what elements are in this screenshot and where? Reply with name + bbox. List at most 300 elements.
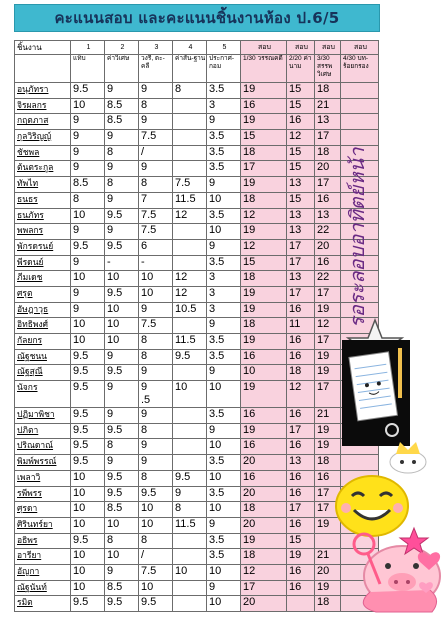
student-name: ณัฐชนน [15,349,71,365]
score-cell: 10 [139,580,173,596]
table-row [15,517,379,533]
subheader-blank [15,55,71,83]
score-cell: 9.5 [71,239,105,255]
score-cell: 9.5 [71,596,105,612]
score-cell: 9 [105,130,139,146]
score-cell: 10 [139,271,173,287]
student-name: กัลยกร [15,334,71,350]
score-cell: 18 [241,271,287,287]
crown-emoji-icon [388,440,428,474]
score-cell: 19 [241,533,287,549]
score-cell: 18 [315,145,341,161]
score-cell [173,580,207,596]
score-cell: 16 [287,114,315,130]
score-cell: 18 [315,596,341,612]
score-cell: 17 [287,239,315,255]
score-cell: 13 [287,271,315,287]
score-cell: 17 [315,130,341,146]
score-cell: 18 [241,318,287,334]
table-row [15,239,379,255]
score-cell: 9.5 [71,365,105,381]
score-cell: 10 [207,192,241,208]
score-cell: 15 [287,83,315,99]
student-name: อารียา [15,549,71,565]
score-cell: 9 [71,302,105,318]
score-cell: 10 [173,564,207,580]
score-cell: 19 [315,517,341,533]
score-cell: 17 [287,286,315,302]
column-number: สอบ [341,41,379,55]
score-cell [287,596,315,612]
score-cell: 16 [287,486,315,502]
score-cell: 3.5 [207,334,241,350]
score-cell: 9.5 [105,486,139,502]
score-cell: 9 [71,114,105,130]
score-cell: 10 [207,596,241,612]
score-cell: 12 [173,208,207,224]
score-cell: 9 [105,224,139,240]
score-cell: 19 [241,302,287,318]
student-name: ทัพไท [15,177,71,193]
score-cell: 9 [139,455,173,471]
score-cell: 9.5 [105,596,139,612]
score-cell: 16 [287,580,315,596]
score-cell: 13 [287,224,315,240]
score-cell: 19 [241,224,287,240]
table-row [15,439,379,455]
score-cell [173,255,207,271]
score-cell: 9.5 [71,439,105,455]
student-name: พิมพ์พรรณ์ [15,455,71,471]
table-row [15,408,379,424]
score-cell: 15 [287,533,315,549]
score-cell: 21 [315,549,341,565]
column-subheader: 2/20 ค่า นาม [287,55,315,83]
svg-text:รอระลอบอาทิตย์หน้า: รอระลอบอาทิตย์หน้า [345,147,369,328]
score-cell: 10 [71,502,105,518]
score-cell: 8 [105,439,139,455]
score-cell: 10 [207,439,241,455]
score-cell: 9 [139,302,173,318]
score-cell: 19 [315,349,341,365]
score-cell: 7.5 [139,208,173,224]
score-cell: 8 [139,533,173,549]
score-cell: 9.5 [139,596,173,612]
score-cell: 10 [207,224,241,240]
score-cell: - [105,255,139,271]
score-cell: 11 [287,318,315,334]
student-name: พพลกร [15,224,71,240]
score-cell: 9.5 [105,470,139,486]
score-cell: 19 [315,423,341,439]
score-cell: 9.5 [105,423,139,439]
score-cell: 20 [241,596,287,612]
score-cell: 18 [315,83,341,99]
page-title: คะแนนสอบ และคะแนนชิ้นงานห้อง ป.6/5 [54,9,340,27]
score-cell: 9 [139,439,173,455]
student-name: ปภิตา [15,423,71,439]
score-cell: 19 [241,177,287,193]
score-cell: 19 [287,549,315,565]
score-cell: 10 [105,302,139,318]
score-cell: 9 [207,580,241,596]
score-cell: 6 [139,239,173,255]
score-cell: 8.5 [105,580,139,596]
score-cell: 16 [287,408,315,424]
score-cell: 9 [139,408,173,424]
score-cell: 15 [287,98,315,114]
table-row [15,161,379,177]
score-cell: 15 [287,161,315,177]
score-cell: 19 [241,381,287,408]
column-header-label: ชิ้นงาน [15,41,71,55]
score-cell: 16 [287,439,315,455]
score-cell: 16 [287,470,315,486]
score-cell: 17 [315,286,341,302]
score-cell: 9.5 [173,470,207,486]
score-cell: 10 [71,486,105,502]
score-cell: 8 [139,334,173,350]
table-row [15,365,379,381]
score-cell: 16 [315,192,341,208]
score-cell: 9 [207,423,241,439]
score-cell: 10 [71,271,105,287]
student-name: รมิต [15,596,71,612]
score-cell: 9 [105,192,139,208]
table-row [15,192,379,208]
score-cell [173,318,207,334]
table-row [15,271,379,287]
student-name: ณัฐสุณี [15,365,71,381]
score-cell: 11.5 [173,192,207,208]
score-cell: 9.5 [71,455,105,471]
score-cell: 3.5 [207,349,241,365]
score-cell: 9 [105,455,139,471]
score-cell: 18 [315,455,341,471]
score-cell: 8 [173,502,207,518]
score-cell: 16 [241,349,287,365]
score-cell: 3.5 [207,486,241,502]
score-cell: 17 [315,502,341,518]
score-cell: 20 [241,486,287,502]
score-cell: 9 [207,318,241,334]
score-cell [341,455,379,471]
score-cell: 7.5 [139,318,173,334]
table-row [15,470,379,486]
score-cell [173,408,207,424]
score-cell: 16 [315,470,341,486]
score-cell: 18 [241,502,287,518]
header-row [15,41,379,55]
score-cell: 7 [139,192,173,208]
score-cell [173,239,207,255]
score-cell [173,114,207,130]
score-cell: 13 [315,114,341,130]
score-cell: 9 [71,255,105,271]
table-row [15,83,379,99]
score-cell: 16 [241,98,287,114]
score-cell: 9 [105,83,139,99]
score-cell: 3.5 [207,408,241,424]
score-cell: 20 [315,161,341,177]
score-cell: 9.5 [105,365,139,381]
table-row [15,596,379,612]
score-cell: 18 [287,365,315,381]
score-cell: 20 [241,455,287,471]
student-name: นัจกร [15,381,71,408]
score-cell: 10 [139,502,173,518]
score-cell: 10 [71,580,105,596]
score-cell: 3.5 [207,208,241,224]
score-cell: 10 [105,549,139,565]
score-cell: 9 [139,365,173,381]
score-cell [173,145,207,161]
score-cell: 10 [207,381,241,408]
score-cell: 10 [71,208,105,224]
score-cell: 10 [105,517,139,533]
table-row [15,423,379,439]
score-cell: 10.5 [173,302,207,318]
score-cell: 17 [287,255,315,271]
score-cell: 3.5 [207,145,241,161]
score-cell: 17 [315,486,341,502]
column-number: 2 [105,41,139,55]
score-cell: 10 [71,470,105,486]
student-name: อนุภัทรา [15,83,71,99]
score-cell: 9 [71,286,105,302]
score-cell: 17 [315,334,341,350]
column-subheader: วงรี, ตะ-คลี [139,55,173,83]
score-cell: 15 [241,255,287,271]
score-cell: 9.5 [71,381,105,408]
student-name: จิรผลกร [15,98,71,114]
column-number: 1 [71,41,105,55]
score-cell: 3 [207,302,241,318]
score-cell: 12 [241,564,287,580]
score-cell: 10 [71,517,105,533]
score-cell: 9 .5 [139,381,173,408]
score-cell: 9.5 [173,349,207,365]
score-cell: 18 [241,192,287,208]
score-cell: 17 [287,423,315,439]
score-cell: 10 [207,470,241,486]
score-cell: 20 [315,239,341,255]
table-row [15,224,379,240]
table-row [15,502,379,518]
student-name: ณัฐนันท์ [15,580,71,596]
score-cell: 19 [241,334,287,350]
score-cell: 13 [287,177,315,193]
table-row [15,318,379,334]
score-cell: 12 [173,286,207,302]
student-name: รพีพรร [15,486,71,502]
table-row [15,208,379,224]
score-cell: 18 [241,549,287,565]
score-cell: 20 [315,564,341,580]
score-cell: 19 [241,114,287,130]
score-cell: 10 [105,334,139,350]
score-cell: 9.5 [71,408,105,424]
score-cell: 12 [241,208,287,224]
table-row [15,98,379,114]
score-cell: 9 [173,486,207,502]
score-cell: 16 [287,302,315,318]
score-cell: 10 [139,517,173,533]
score-cell [173,549,207,565]
score-cell: 15 [287,145,315,161]
score-cell: 10 [105,318,139,334]
score-cell [173,365,207,381]
score-cell: 16 [315,255,341,271]
score-cell [173,533,207,549]
score-cell: 9 [139,114,173,130]
column-number: สอบ [241,41,287,55]
score-cell: 16 [287,564,315,580]
score-cell: 7.5 [173,177,207,193]
student-name: ศรุต [15,286,71,302]
score-cell: 22 [315,271,341,287]
student-name: ต้นตระกูล [15,161,71,177]
student-name: ปฏิมาพิชา [15,408,71,424]
score-cell: 9 [105,408,139,424]
score-cell: 16 [287,349,315,365]
score-cell: 8 [105,145,139,161]
score-cell: / [139,549,173,565]
score-cell: 9 [207,239,241,255]
score-cell: 3.5 [207,455,241,471]
student-name: กฤตภาส [15,114,71,130]
score-cell: 9 [71,161,105,177]
table-row [15,486,379,502]
score-cell: 9 [139,161,173,177]
score-cell: 9 [105,381,139,408]
score-cell: 9.5 [71,349,105,365]
score-cell: 9.5 [139,486,173,502]
score-cell: 10 [71,564,105,580]
hearts-icon [414,540,444,600]
score-cell: 19 [315,365,341,381]
table-row [15,349,379,365]
score-cell: 8 [139,423,173,439]
score-cell: 9 [71,130,105,146]
score-cell: 8 [139,98,173,114]
score-cell [173,455,207,471]
score-cell: 10 [71,334,105,350]
table-row [15,455,379,471]
side-caption [342,60,376,330]
score-cell: 9.5 [71,533,105,549]
score-cell: 12 [287,381,315,408]
score-cell: 8.5 [71,177,105,193]
score-cell: 17 [287,502,315,518]
student-name: ธนธร [15,192,71,208]
score-cell: 3.5 [207,130,241,146]
score-cell: 16 [241,470,287,486]
student-name: ภีมเดช [15,271,71,287]
score-cell: 12 [287,130,315,146]
table-row [15,302,379,318]
score-cell: 9.5 [105,208,139,224]
score-cell: 15 [241,130,287,146]
score-cell: 8.5 [105,98,139,114]
score-cell: 15 [287,192,315,208]
table-row [15,130,379,146]
column-number: สอบ [287,41,315,55]
score-cell [173,439,207,455]
score-cell: 16 [241,408,287,424]
score-cell: 21 [315,98,341,114]
table-row [15,114,379,130]
score-cell [173,130,207,146]
student-name: ศุรดา [15,502,71,518]
score-cell: 19 [241,423,287,439]
score-cell: 3 [207,286,241,302]
student-name: อัษฎาวุธ [15,302,71,318]
score-cell: 8.5 [105,114,139,130]
score-cell [173,224,207,240]
student-name: อิทธิพงศ์ [15,318,71,334]
score-cell: 13 [315,208,341,224]
score-cell: 17 [315,177,341,193]
score-cell: 11.5 [173,334,207,350]
score-cell [173,596,207,612]
score-cell: 10 [139,286,173,302]
table-row [15,177,379,193]
score-cell: 22 [315,224,341,240]
score-cell: 7.5 [139,564,173,580]
column-subheader: 3/30 สรรพ วิเศษ [315,55,341,83]
score-cell: 20 [241,517,287,533]
score-cell: 16 [287,334,315,350]
column-subheader: ค่าวิเศษ [105,55,139,83]
score-cell: 3.5 [207,83,241,99]
score-cell [173,161,207,177]
student-name: เพลาวิ [15,470,71,486]
table-row [15,580,379,596]
score-cell: 19 [315,439,341,455]
score-cell: 12 [315,318,341,334]
score-cell: 8.5 [105,502,139,518]
score-cell: 19 [241,83,287,99]
score-cell: 3 [207,98,241,114]
table-row [15,334,379,350]
score-cell: 13 [287,208,315,224]
score-cell: 8 [139,349,173,365]
score-cell: 8 [173,83,207,99]
score-cell: 8 [139,177,173,193]
score-cell: 10 [71,318,105,334]
score-cell: 3.5 [207,255,241,271]
score-cell: 3 [207,271,241,287]
score-cell: 9 [207,177,241,193]
score-cell: 12 [241,239,287,255]
table-row [15,286,379,302]
student-name: ศิรินทร์ยา [15,517,71,533]
score-cell: 10 [71,98,105,114]
score-cell: 10 [207,502,241,518]
score-cell: 19 [315,580,341,596]
table-row [15,533,379,549]
score-cell: 11.5 [173,517,207,533]
score-cell: 8 [105,533,139,549]
score-cell: 10 [105,271,139,287]
score-cell: 18 [241,145,287,161]
score-cell: 10 [207,564,241,580]
score-cell: 9.5 [71,83,105,99]
score-cell: 9.5 [71,423,105,439]
student-name: กุลวิริญญ์ [15,130,71,146]
table-row [15,381,379,408]
